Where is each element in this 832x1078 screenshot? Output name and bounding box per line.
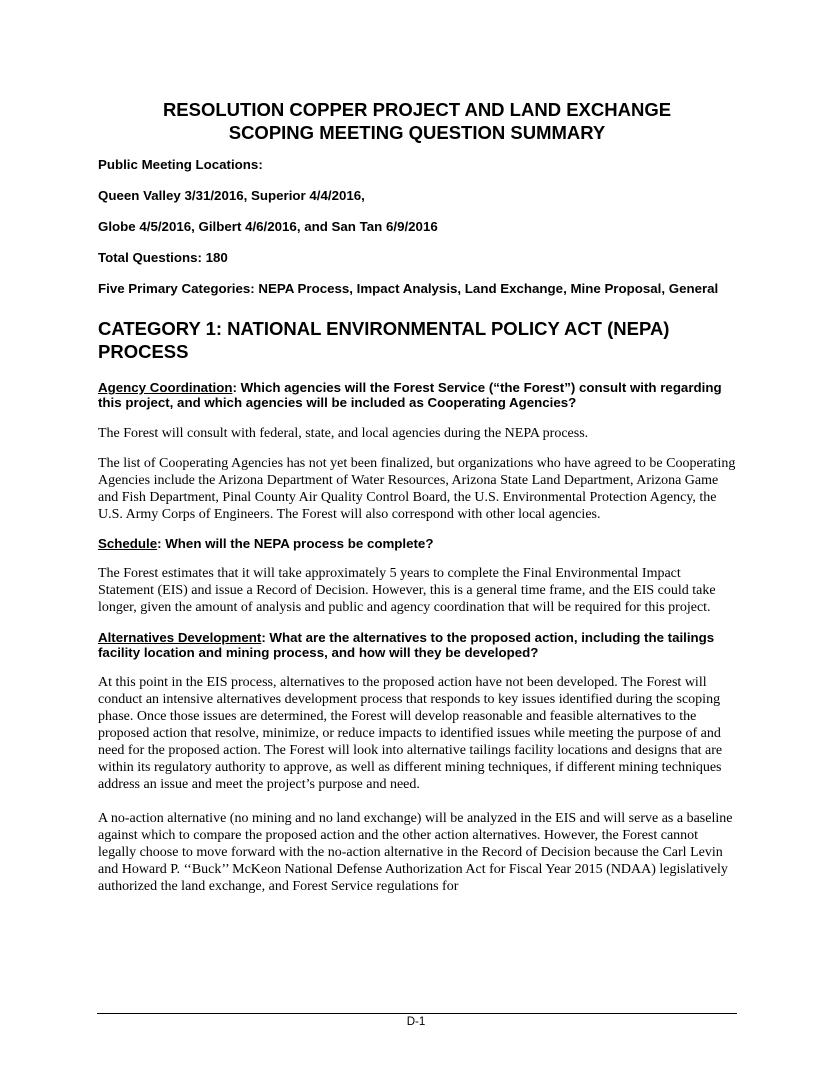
topic-label: Schedule <box>98 536 158 551</box>
meeting-locations-label: Public Meeting Locations: <box>98 157 263 172</box>
meeting-locations-line-1: Queen Valley 3/31/2016, Superior 4/4/2016, <box>98 188 365 203</box>
title-line-2: SCOPING MEETING QUESTION SUMMARY <box>228 122 606 143</box>
answer-paragraph: At this point in the EIS process, alternatives to the proposed action have not been developed. The Forest will conduct an intensive alternatives development process that responds to key issues identified during the scoping phase. Once those issues are determined, the Forest will develop reasonable and feasible alternatives to the proposed action that resolve, minimize, or reduce impacts to identified issues while meeting the purpose of and need for the proposed action. The Forest will look into alternative tailings facility locations and designs that are within its regulatory authority to approve, as well as different mining techniques, if different mining techniques address an issue and meet the project’s purpose and need. <box>98 675 723 792</box>
question-agency-coordination <box>98 380 736 410</box>
question-text: : When will the NEPA process be complete? <box>157 536 434 551</box>
topic-label: Alternatives Development <box>98 630 262 645</box>
category-heading: CATEGORY 1: NATIONAL ENVIRONMENTAL POLICY ACT (NEPA) PROCESS <box>98 318 670 362</box>
topic-label: Agency Coordination <box>98 380 233 395</box>
title-line-1: RESOLUTION COPPER PROJECT AND LAND EXCHANGE <box>162 99 672 120</box>
question-schedule <box>98 536 736 551</box>
meeting-locations-line-2: Globe 4/5/2016, Gilbert 4/6/2016, and San Tan 6/9/2016 <box>98 219 438 234</box>
footer-divider <box>97 1013 737 1014</box>
answer-paragraph: The Forest estimates that it will take approximately 5 years to complete the Final Environmental Impact Statement (EIS) and issue a Record of Decision. However, this is a general time frame, and the EIS could take longer, given the amount of analysis and public and agency coordination that will be required for this project. <box>98 566 716 615</box>
answer-paragraph: A no-action alternative (no mining and no land exchange) will be analyzed in the EIS and will serve as a baseline against which to compare the proposed action and the other action alternatives. However, the Forest cannot legally choose to move forward with the no-action alternative in the Record of Decision because the Carl Levin and Howard P. ‘‘Buck’’ McKeon National Defense Authorization Act for Fiscal Year 2015 (NDAA) legislatively authorized the land exchange, and Forest Service regulations for <box>98 811 733 894</box>
answer-paragraph: The list of Cooperating Agencies has not yet been finalized, but organizations who have agreed to be Cooperating Agencies include the Arizona Department of Water Resources, Arizona State Land Department, Arizona Game and Fish Department, Pinal County Air Quality Control Board, the U.S. Environmental Protection Agency, the U.S. Army Corps of Engineers. The Forest will also correspond with other local agencies. <box>98 456 736 522</box>
page-content <box>98 98 736 895</box>
document-title <box>98 98 736 144</box>
question-text: : Which agencies will the Forest Service (“the Forest”) consult with regarding this project, and which agencies will be included as Cooperating Agencies? <box>98 380 722 410</box>
total-questions: Total Questions: 180 <box>98 250 228 265</box>
primary-categories: Five Primary Categories: NEPA Process, Impact Analysis, Land Exchange, Mine Proposal, General <box>98 281 719 296</box>
page-number: D-1 <box>406 1016 426 1028</box>
question-alternatives-development <box>98 630 736 660</box>
question-text: : What are the alternatives to the proposed action, including the tailings facility location and mining process, and how will they be developed? <box>98 630 715 660</box>
answer-paragraph: The Forest will consult with federal, state, and local agencies during the NEPA process. <box>98 426 589 441</box>
